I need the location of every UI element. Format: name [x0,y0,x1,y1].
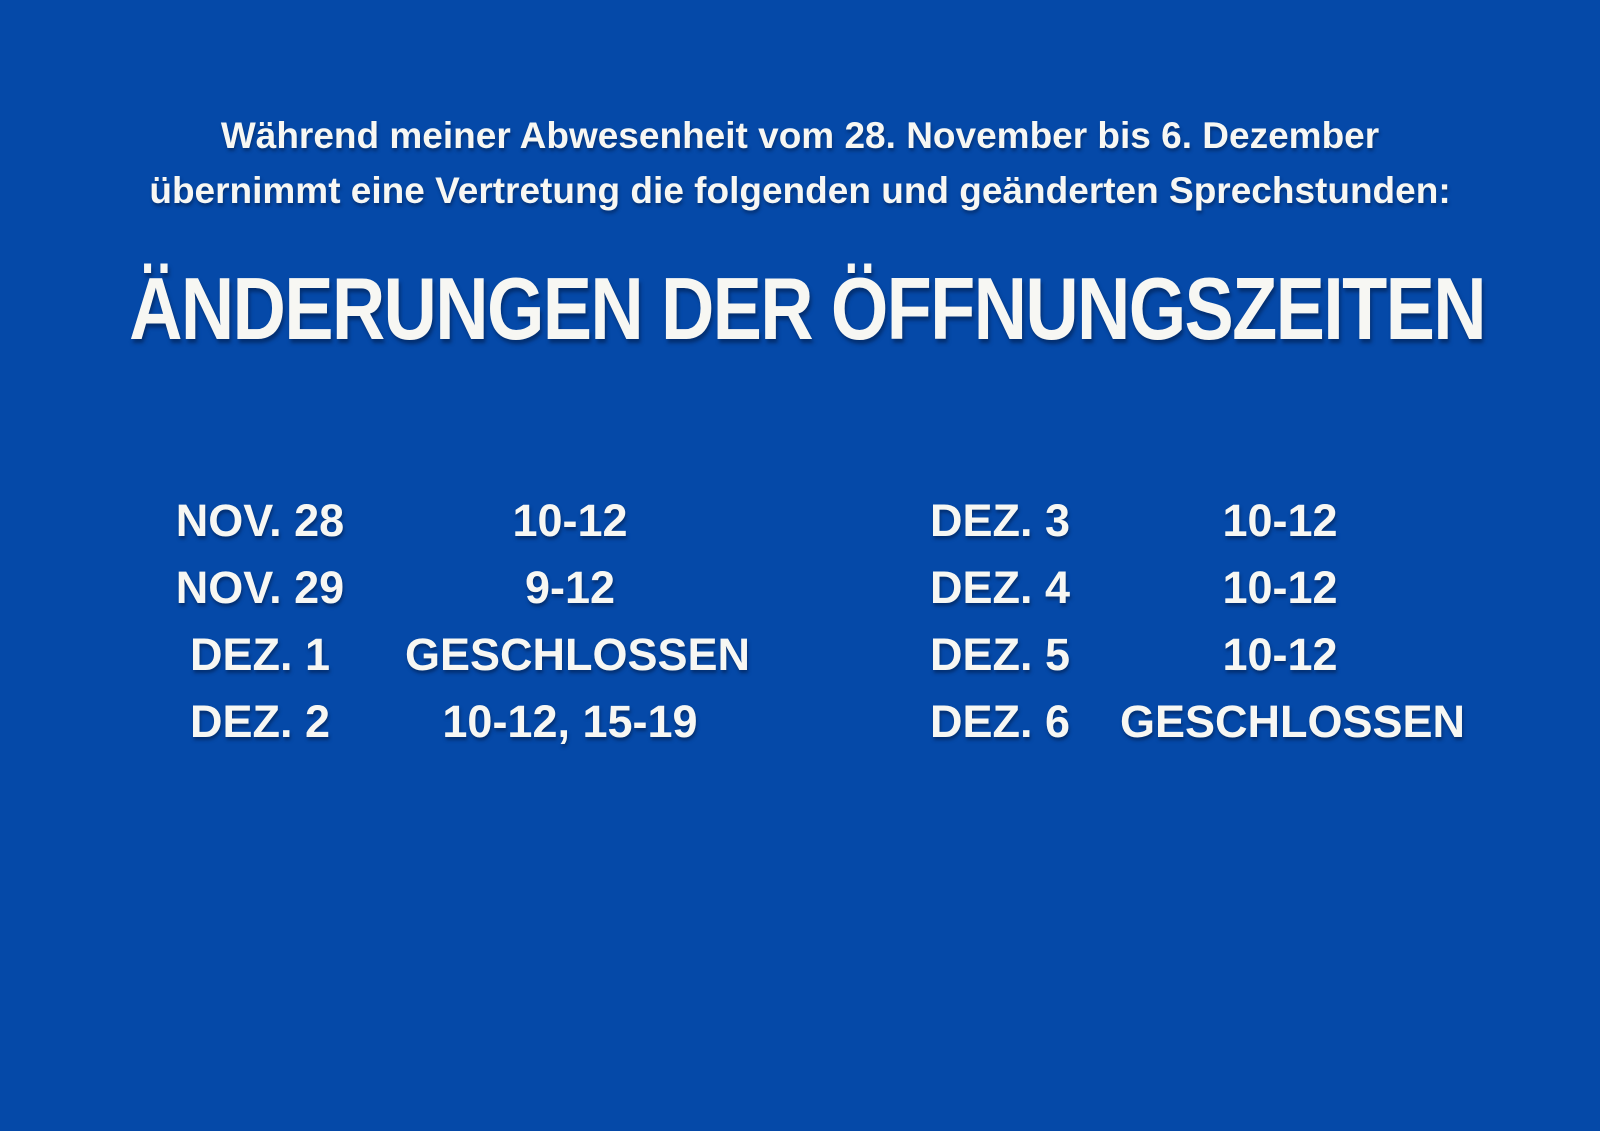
schedule-hours: 9-12 [524,561,616,613]
schedule-column-right [880,487,1466,755]
schedule-date: DEZ. 3 [929,494,1071,546]
intro-text [0,108,1600,218]
schedule-date: DEZ. 6 [929,695,1071,747]
opening-hours-schedule [0,487,1600,755]
schedule-date: NOV. 28 [175,494,345,546]
schedule-hours: 10-12, 15-19 [442,695,698,747]
schedule-hours: 10-12 [512,494,628,546]
schedule-hours: 10-12 [1222,561,1338,613]
schedule-hours: GESCHLOSSEN [405,628,751,680]
schedule-hours: 10-12 [1222,494,1338,546]
intro-line-2: übernimmt eine Vertretung die folgenden und geänderten Sprechstunden: [149,170,1451,211]
schedule-column-left [115,487,751,755]
schedule-hours: GESCHLOSSEN [1120,695,1466,747]
intro-line-1: Während meiner Abwesenheit vom 28. November bis 6. Dezember [220,115,1380,156]
schedule-date: DEZ. 4 [929,561,1071,613]
schedule-date: DEZ. 5 [929,628,1071,680]
schedule-date: DEZ. 1 [189,628,331,680]
schedule-date: DEZ. 2 [189,695,331,747]
schedule-date: NOV. 29 [175,561,345,613]
page-title-wrap [0,258,1600,360]
page-title: ÄNDERUNGEN DER ÖFFNUNGSZEITEN [129,259,1485,358]
schedule-hours: 10-12 [1222,628,1338,680]
